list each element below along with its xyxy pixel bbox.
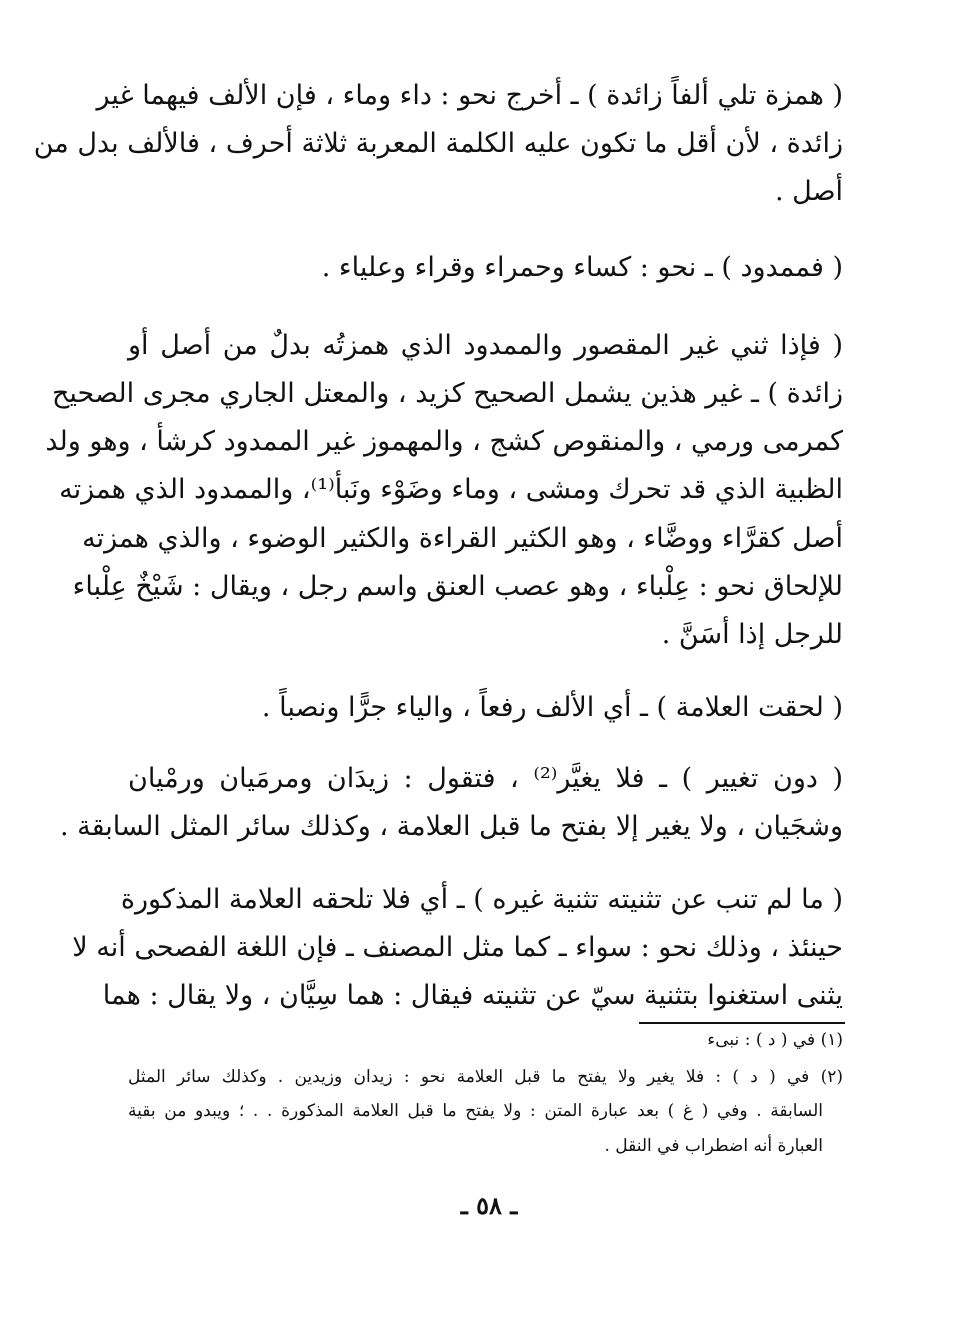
page-number: ـ ٥٨ ـ xyxy=(460,1191,518,1220)
body-line-10: للإلحاق نحو : عِلْباء ، وهو عصب العنق واسم رجل ، ويقال : شَيْخٌ عِلْباء xyxy=(72,571,843,602)
body-line-14: وشجَيان ، ولا يغير إلا بفتح ما قبل العلامة ، وكذلك سائر المثل السابقة . xyxy=(59,811,843,842)
body-line-5: ( فإذا ثني غير المقصور والممدود الذي همزتُه بدلٌ من أصل أو xyxy=(128,330,843,361)
body-line-4: ( فممدود ) ـ نحو : كساء وحمراء وقراء وعلياء . xyxy=(321,252,843,283)
footnote-1: (١) في ( د ) : نبىء xyxy=(707,1030,843,1050)
footnote-2-line-2: السابقة . وفي ( غ ) بعد عبارة المتن : ولا يفتح ما قبل العلامة المذكورة . . ؛ ويبدو من بقية xyxy=(128,1101,823,1121)
body-line-12: ( لحقت العلامة ) ـ أي الألف رفعاً ، والياء جرًّا ونصباً . xyxy=(261,692,843,723)
body-line-16: حينئذ ، وذلك نحو : سواء ـ كما مثل المصنف ـ فإن اللغة الفصحى أنه لا xyxy=(72,932,843,963)
body-line-17: يثنى استغنوا بتثنية سيّ عن تثنيته فيقال : هما سِيَّان ، ولا يقال : هما xyxy=(102,980,843,1011)
footnote-2-line-3: العبارة أنه اضطراب في النقل . xyxy=(604,1136,823,1156)
body-line-8: الظبية الذي قد تحرك ومشى ، وماء وضَوْء ونَبأ⁽¹⁾، والممدود الذي همزته xyxy=(59,474,843,505)
body-line-11: للرجل إذا أسَنَّ . xyxy=(661,619,843,650)
body-line-3: أصل . xyxy=(774,176,843,207)
body-line-6: زائدة ) ـ غير هذين يشمل الصحيح كزيد ، والمعتل الجاري مجرى الصحيح xyxy=(51,378,843,409)
body-line-15: ( ما لم تنب عن تثنيته تثنية غيره ) ـ أي فلا تلحقه العلامة المذكورة xyxy=(120,884,843,915)
body-line-2: زائدة ، لأن أقل ما تكون عليه الكلمة المعربة ثلاثة أحرف ، فالألف بدل من xyxy=(33,128,843,159)
body-line-7: كمرمى ورمي ، والمنقوص كشج ، والمهموز غير الممدود كرشأ ، وهو ولد xyxy=(45,426,843,457)
body-line-13: ( دون تغيير ) ـ فلا يغيَّر⁽²⁾ ، فتقول : زيدَان ومرمَيان ورمْيان xyxy=(128,763,843,794)
body-line-9: أصل كقرَّاء ووضَّاء ، وهو الكثير القراءة والكثير الوضوء ، والذي همزته xyxy=(82,523,843,554)
footnote-2-line-1: (٢) في ( د ) : فلا يغير ولا يفتح ما قبل العلامة نحو : زيدان وزيدين . وكذلك سائر المثل xyxy=(128,1067,843,1087)
body-line-1: ( همزة تلي ألفاً زائدة ) ـ أخرج نحو : داء وماء ، فإن الألف فيهما غير xyxy=(96,80,843,111)
